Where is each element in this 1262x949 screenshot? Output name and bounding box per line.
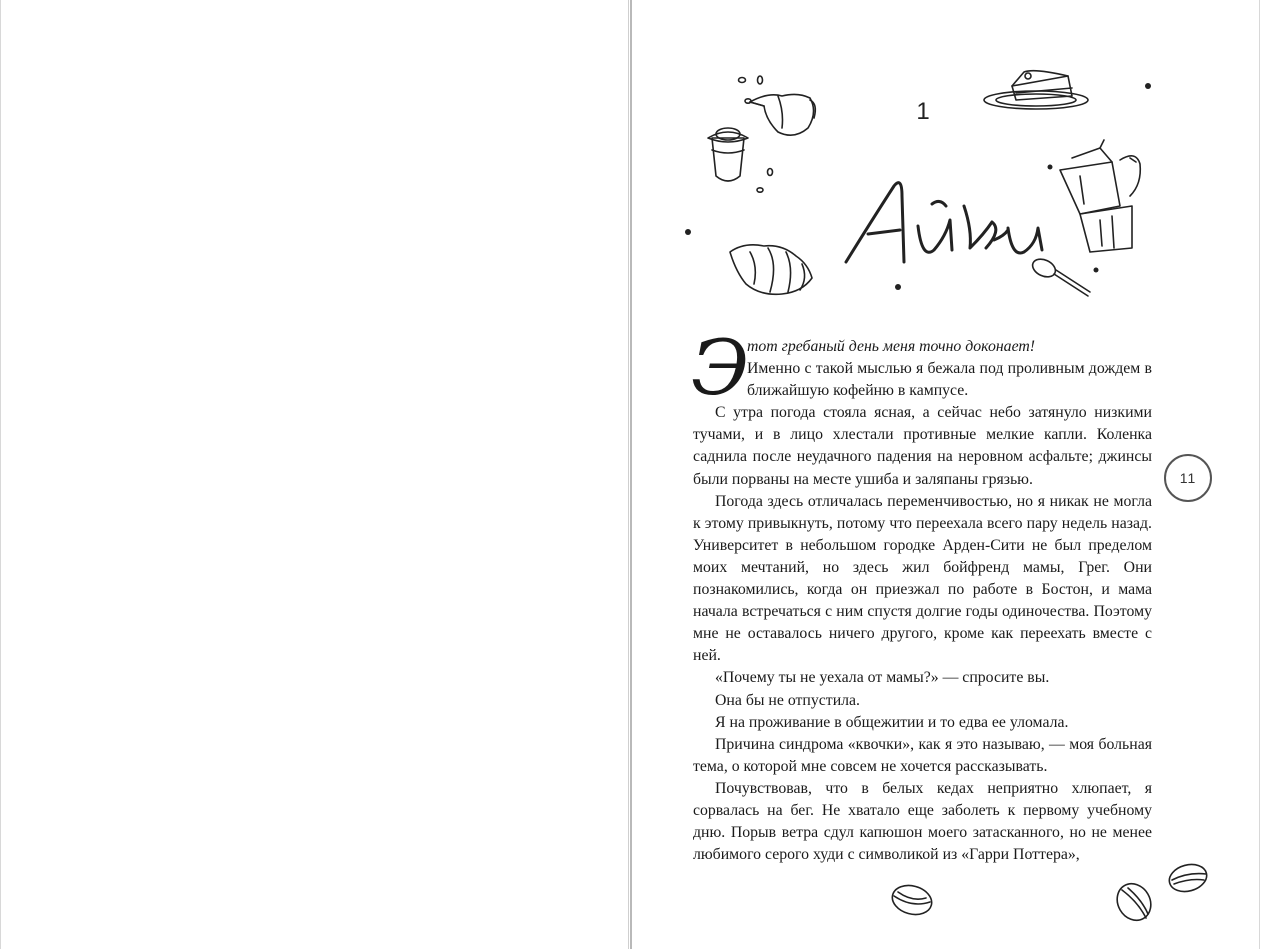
paragraph-8: Почувствовав, что в белых кедах неприятно хлюпает, я сорвалась на бег. Не хватало еще заболеть к первому учебному дню. Порыв ветра сдул капюшон моего затасканного, но не менее любимого серого худи с символикой из «Гарри Поттера», <box>693 779 1152 864</box>
paragraph-7: Причина синдрома «квочки», как я это называю, — моя больная тема, о которой мне совсем не хочется рассказывать. <box>693 735 1152 775</box>
chapter-title <box>838 175 1018 265</box>
small-bean-icons <box>739 76 773 192</box>
paragraph-6: Я на проживание в общежитии и то едва ее уломала. <box>715 713 1069 731</box>
spoon-icon <box>1030 256 1090 296</box>
moka-pot-icon <box>1060 140 1140 252</box>
paragraph-1 <box>691 323 1152 412</box>
lead-italic: тот гребаный день меня точно доконает! <box>747 338 1036 355</box>
paragraph-5: Она бы не отпустила. <box>715 691 860 709</box>
chapter-number: 1 <box>916 98 930 125</box>
right-page <box>630 0 1262 949</box>
coffee-cup-icon <box>708 128 748 181</box>
drop-cap: Э <box>691 323 750 412</box>
paragraph-1-rest: Именно с такой мыслью я бежала под проливным дождем в ближайшую кофейню в кампусе. <box>747 360 1152 400</box>
page-number: 11 <box>1164 454 1212 502</box>
paragraph-2: С утра погода стояла ясная, а сейчас небо затянуло низкими тучами, и в лицо хлестали противные мелкие капли. Коленка саднила после неудачного падения на неровном асфальте; джинсы были порваны на месте ушиба и заляпаны грязью. <box>693 404 1152 488</box>
paragraph-3: Погода здесь отличалась переменчивостью, но я никак не могла к этому привыкнуть, потому что переехала всего пару недель назад. Университет в небольшом городке Арден-Сити не был пределом моих мечтаний, но здесь жил бойфренд мамы, Грег. Они познакомились, когда он приезжал по работе в Бостон, и мама начала встречаться с ним спустя долгие годы одиночества. Поэтому мне не оставалось ничего другого, кроме как переехать вместе с ней. <box>693 492 1152 665</box>
paragraph-4: «Почему ты не уехала от мамы?» — спросите вы. <box>715 669 1050 687</box>
left-page-blank <box>0 0 629 949</box>
cake-slice-icon <box>984 71 1088 109</box>
milk-jug-icon <box>750 94 815 135</box>
croissant-icon <box>730 245 812 294</box>
chapter-body <box>691 323 1152 866</box>
coffee-bean-icon <box>889 861 1210 927</box>
